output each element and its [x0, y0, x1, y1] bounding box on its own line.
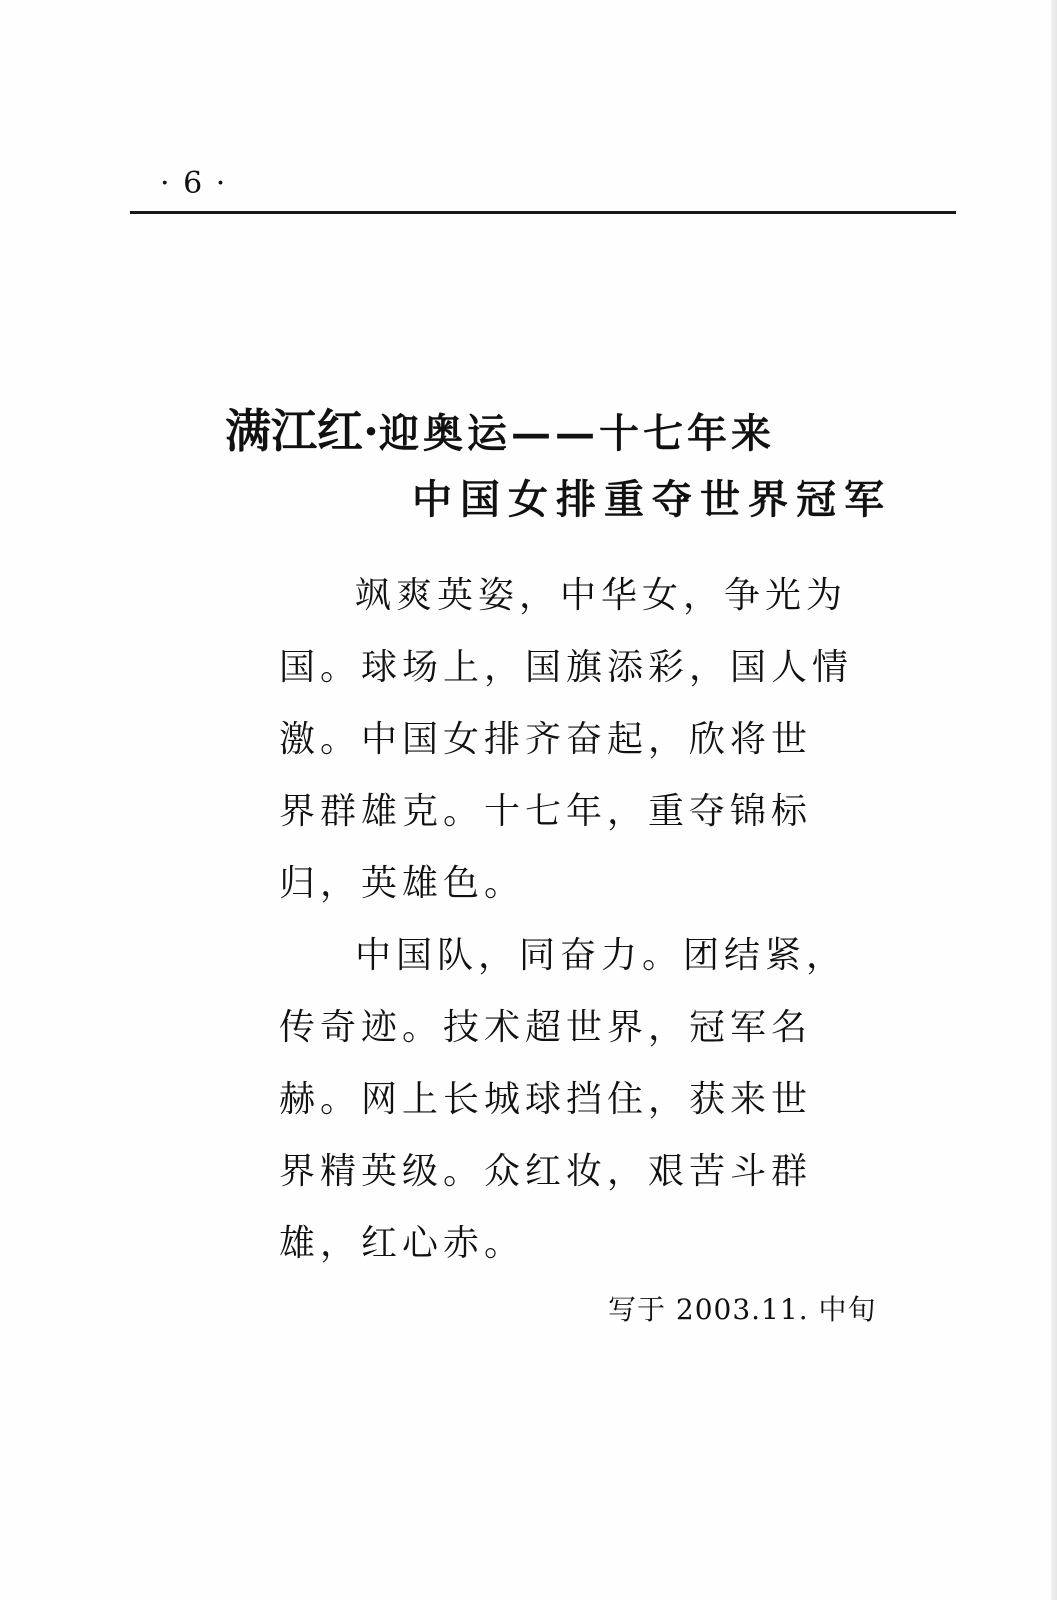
- poem-line: 雄，红心赤。: [279, 1223, 526, 1264]
- poem-line: 国。球场上，国旗添彩，国人情: [279, 647, 854, 688]
- scan-edge-shadow: [1051, 0, 1057, 1600]
- date-signoff: 写于 2003.11. 中旬: [608, 1293, 877, 1326]
- tune-name: 满江红: [225, 404, 363, 458]
- page-number: · 6 ·: [160, 166, 228, 201]
- title-separator: ·: [363, 404, 380, 458]
- header-rule: [130, 211, 956, 214]
- subtitle-part-1: 迎奥运——十七年来: [379, 410, 776, 457]
- poem-title-line-2: 中国女排重夺世界冠军: [412, 476, 892, 523]
- poem-line: 中国队，同奋力。团结紧，: [355, 935, 848, 976]
- poem-line: 激。中国女排齐奋起，欣将世: [279, 719, 813, 760]
- poem-title-line-1: [225, 403, 775, 462]
- poem-line: 赫。网上长城球挡住，获来世: [279, 1079, 813, 1120]
- poem-line: 飒爽英姿，中华女，争光为: [355, 575, 848, 616]
- poem-body: [279, 560, 854, 1280]
- poem-line: 界精英级。众红妆，艰苦斗群: [279, 1151, 813, 1192]
- poem-line: 归，英雄色。: [279, 863, 526, 904]
- poem-line: 传奇迹。技术超世界，冠军名: [279, 1007, 813, 1048]
- poem-line: 界群雄克。十七年，重夺锦标: [279, 791, 813, 832]
